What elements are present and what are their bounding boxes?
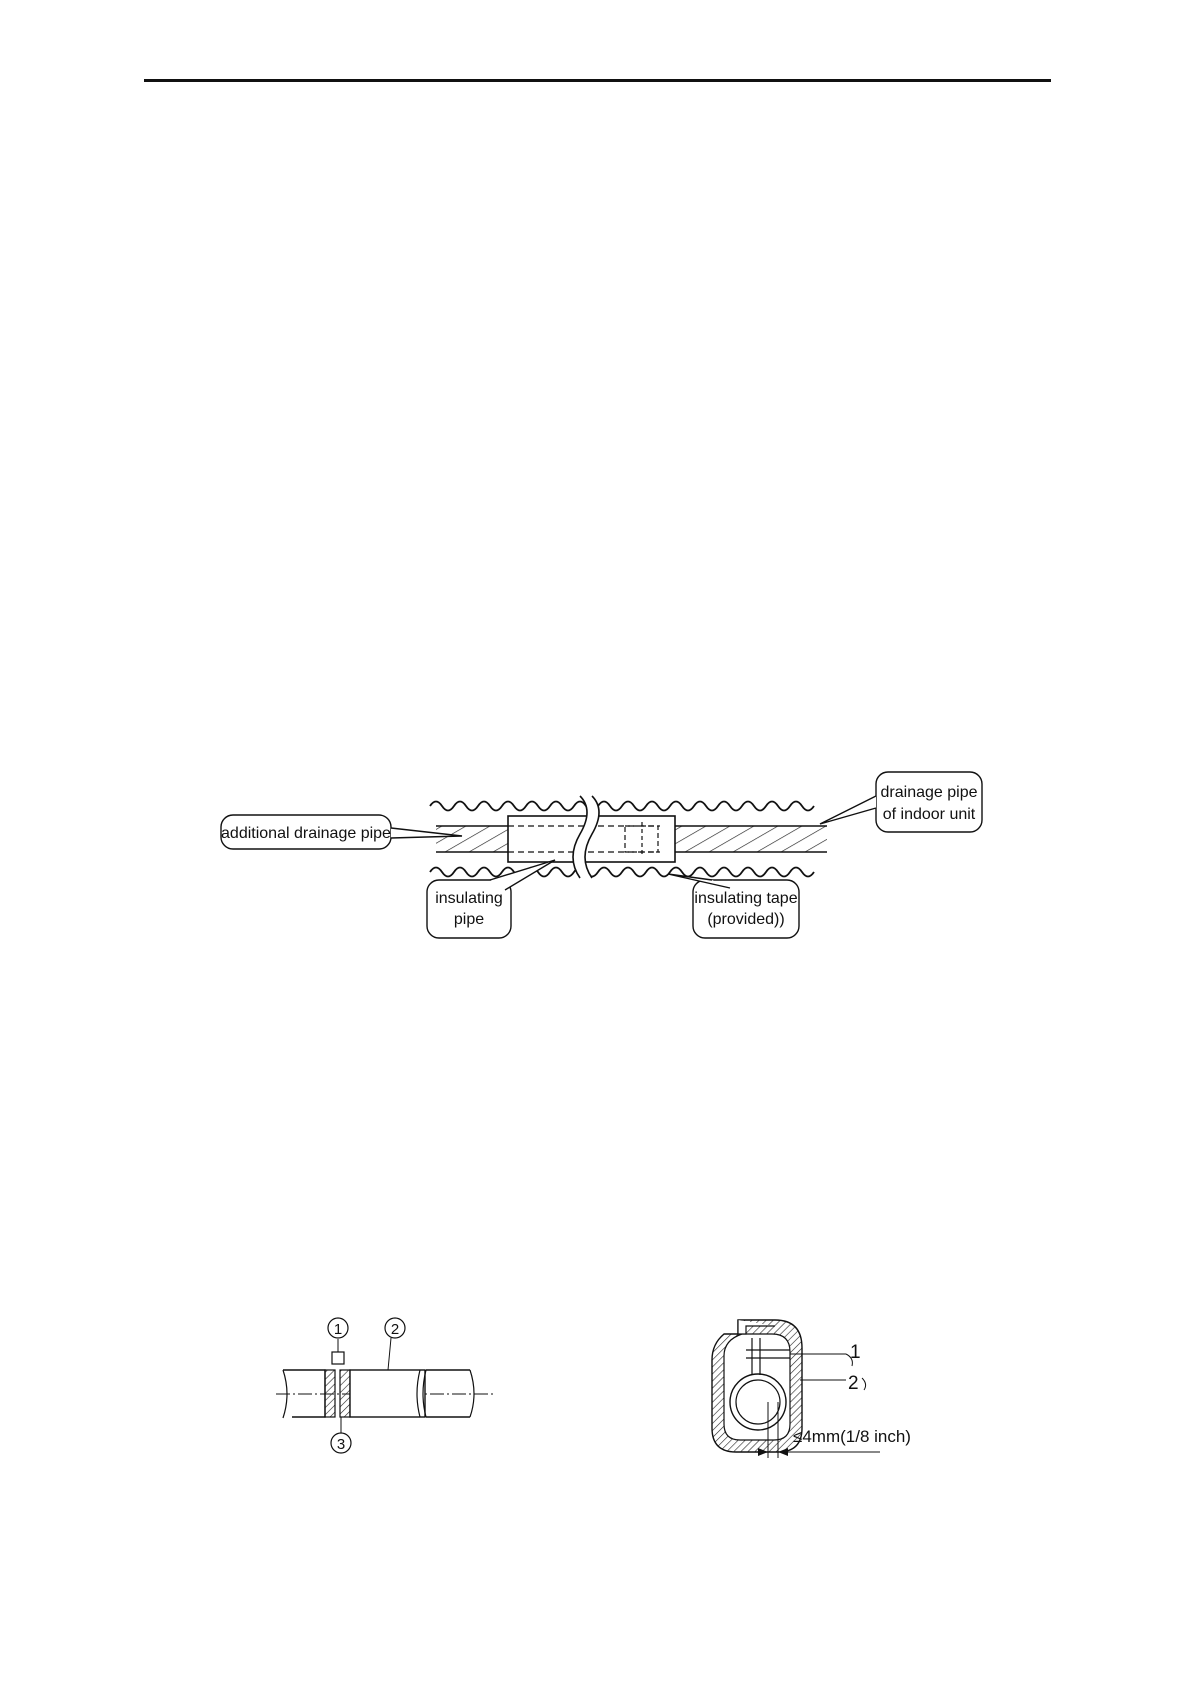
indoor-drainage-pipe [675,826,827,852]
clamp-section-figure [712,1320,911,1458]
insulating-pipe-label-line2: pipe [453,911,485,928]
indoor-pipe-label-line1: drainage pipe [880,784,978,801]
insulating-tape-callout [693,880,799,938]
clearance-dimension: ≤4mm(1/8 inch) [793,1427,911,1446]
pipe-inner [736,1380,780,1424]
additional-drainage-pipe [436,826,508,852]
section-callout-1: 1 [850,1342,861,1363]
insulating-tape-bottom-wave [430,868,814,877]
joint-callout-1: 1 [333,1321,343,1338]
clamp-screw [332,1352,344,1364]
insulating-tape-label-line1: insulating tape [694,890,798,907]
insulating-tape-top-wave [430,802,814,811]
insulating-tape-label-line2: (provided)) [707,911,785,928]
section-callout-2: 2 [848,1373,859,1394]
drainage-connection-figure [221,772,982,938]
indoor-pipe-label-line2: of indoor unit [882,806,976,823]
insulating-pipe-callout [427,880,511,938]
clamp-band-left [325,1370,335,1417]
drain-hose [350,1370,425,1417]
clamp-band-right [340,1370,350,1417]
indoor-pipe-callout [876,772,982,832]
pipe-joint-figure [276,1318,496,1453]
joint-callout-2: 2 [390,1321,400,1338]
additional-pipe-label: additional drainage pipe [221,825,391,842]
insulating-pipe-label-line1: insulating [435,890,503,907]
joint-callout-3: 3 [336,1436,346,1453]
